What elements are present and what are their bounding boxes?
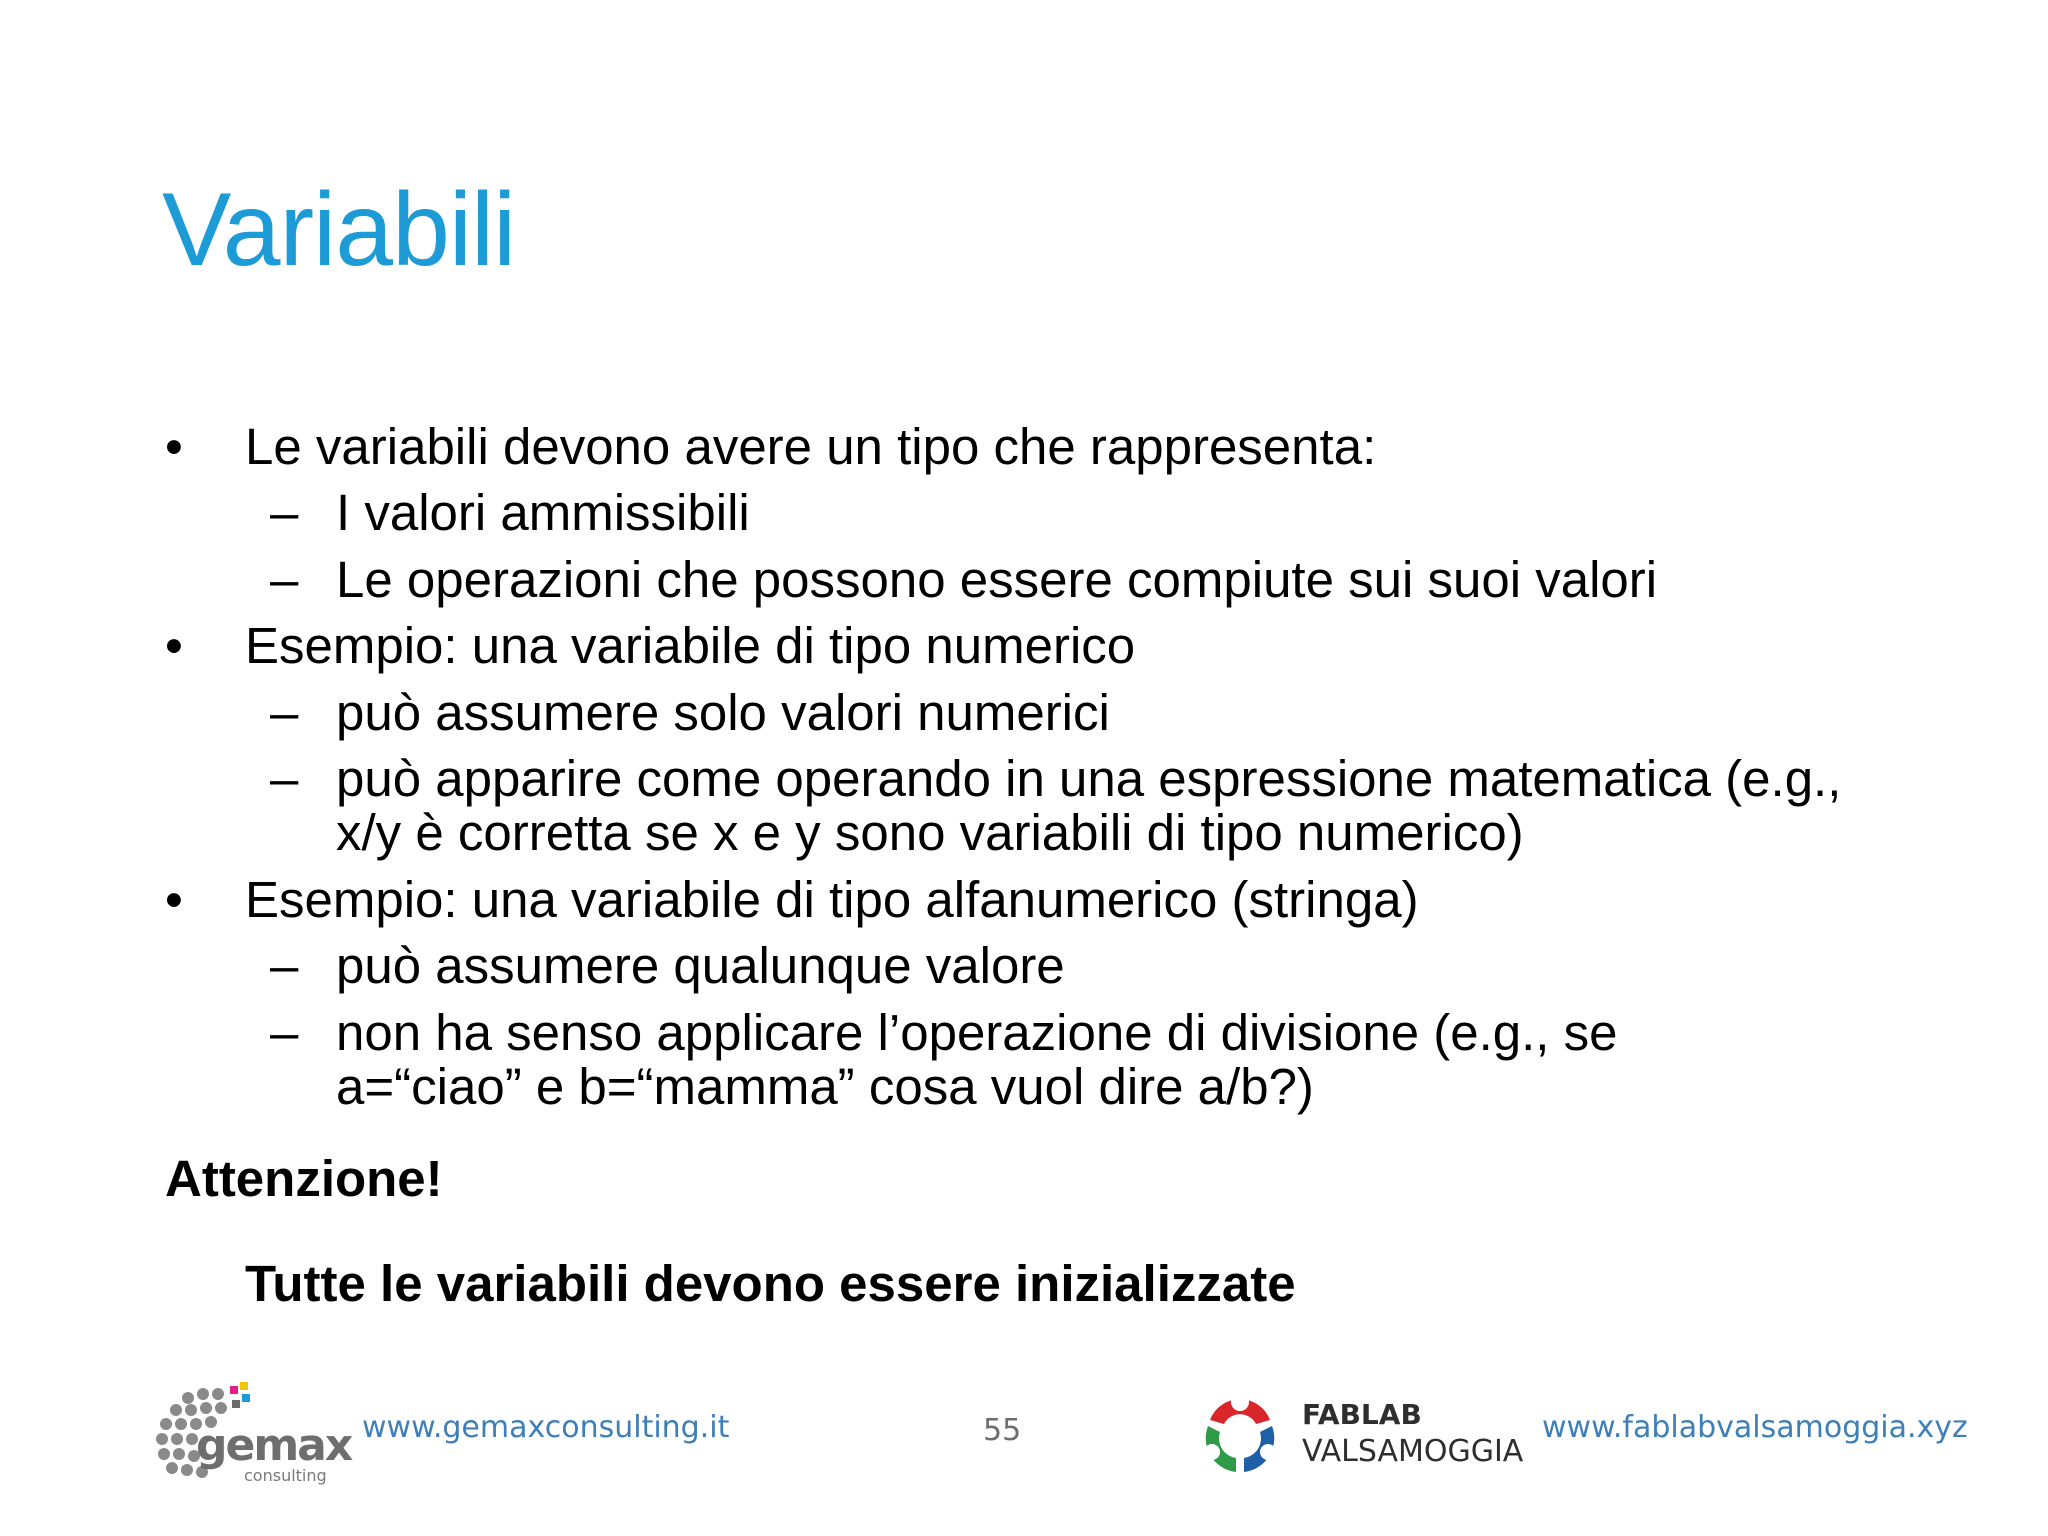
gemax-logo-text: gemax: [196, 1420, 352, 1471]
gemax-logo-subtext: consulting: [244, 1466, 327, 1485]
fablab-logo: [1190, 1380, 1290, 1480]
sub-bullet-marker: –: [270, 684, 299, 741]
bullet-marker: •: [165, 617, 183, 674]
attention-text: Tutte le variabili devono essere inizializzate: [245, 1255, 1296, 1312]
sub-bullet-text: non ha senso applicare l’operazione di divisione (e.g., se: [336, 1004, 1618, 1061]
fablab-logo-line1: FABLAB: [1302, 1398, 1422, 1431]
sub-bullet-text: I valori ammissibili: [336, 484, 750, 541]
sub-bullet-text: può assumere solo valori numerici: [336, 684, 1110, 741]
sub-bullet-text: Le operazioni che possono essere compiute sui suoi valori: [336, 551, 1658, 608]
bullet-text: Esempio: una variabile di tipo numerico: [245, 617, 1136, 674]
attention-label: Attenzione!: [165, 1150, 443, 1207]
fablab-logo-icon: [1190, 1380, 1290, 1480]
bullet-text: Esempio: una variabile di tipo alfanumerico (stringa): [245, 871, 1419, 928]
sub-bullet-marker: –: [270, 937, 299, 994]
bullet-marker: •: [165, 418, 183, 475]
sub-bullet-text-continued: a=“ciao” e b=“mamma” cosa vuol dire a/b?): [336, 1058, 1314, 1115]
bullet-text: Le variabili devono avere un tipo che rappresenta:: [245, 418, 1377, 475]
sub-bullet-marker: –: [270, 551, 299, 608]
sub-bullet-text: può apparire come operando in una espressione matematica (e.g.,: [336, 750, 1842, 807]
sub-bullet-text-continued: x/y è corretta se x e y sono variabili di tipo numerico): [336, 804, 1524, 861]
gemax-url-link[interactable]: www.gemaxconsulting.it: [362, 1410, 730, 1445]
gemax-logo: [148, 1378, 352, 1486]
bullet-marker: •: [165, 871, 183, 928]
sub-bullet-text: può assumere qualunque valore: [336, 937, 1065, 994]
sub-bullet-marker: –: [270, 1004, 299, 1061]
sub-bullet-marker: –: [270, 750, 299, 807]
page-number: 55: [983, 1413, 1022, 1448]
slide-title: Variabili: [162, 172, 516, 288]
fablab-logo-line2: VALSAMOGGIA: [1302, 1434, 1524, 1469]
sub-bullet-marker: –: [270, 484, 299, 541]
fablab-url-link[interactable]: www.fablabvalsamoggia.xyz: [1542, 1410, 1968, 1445]
